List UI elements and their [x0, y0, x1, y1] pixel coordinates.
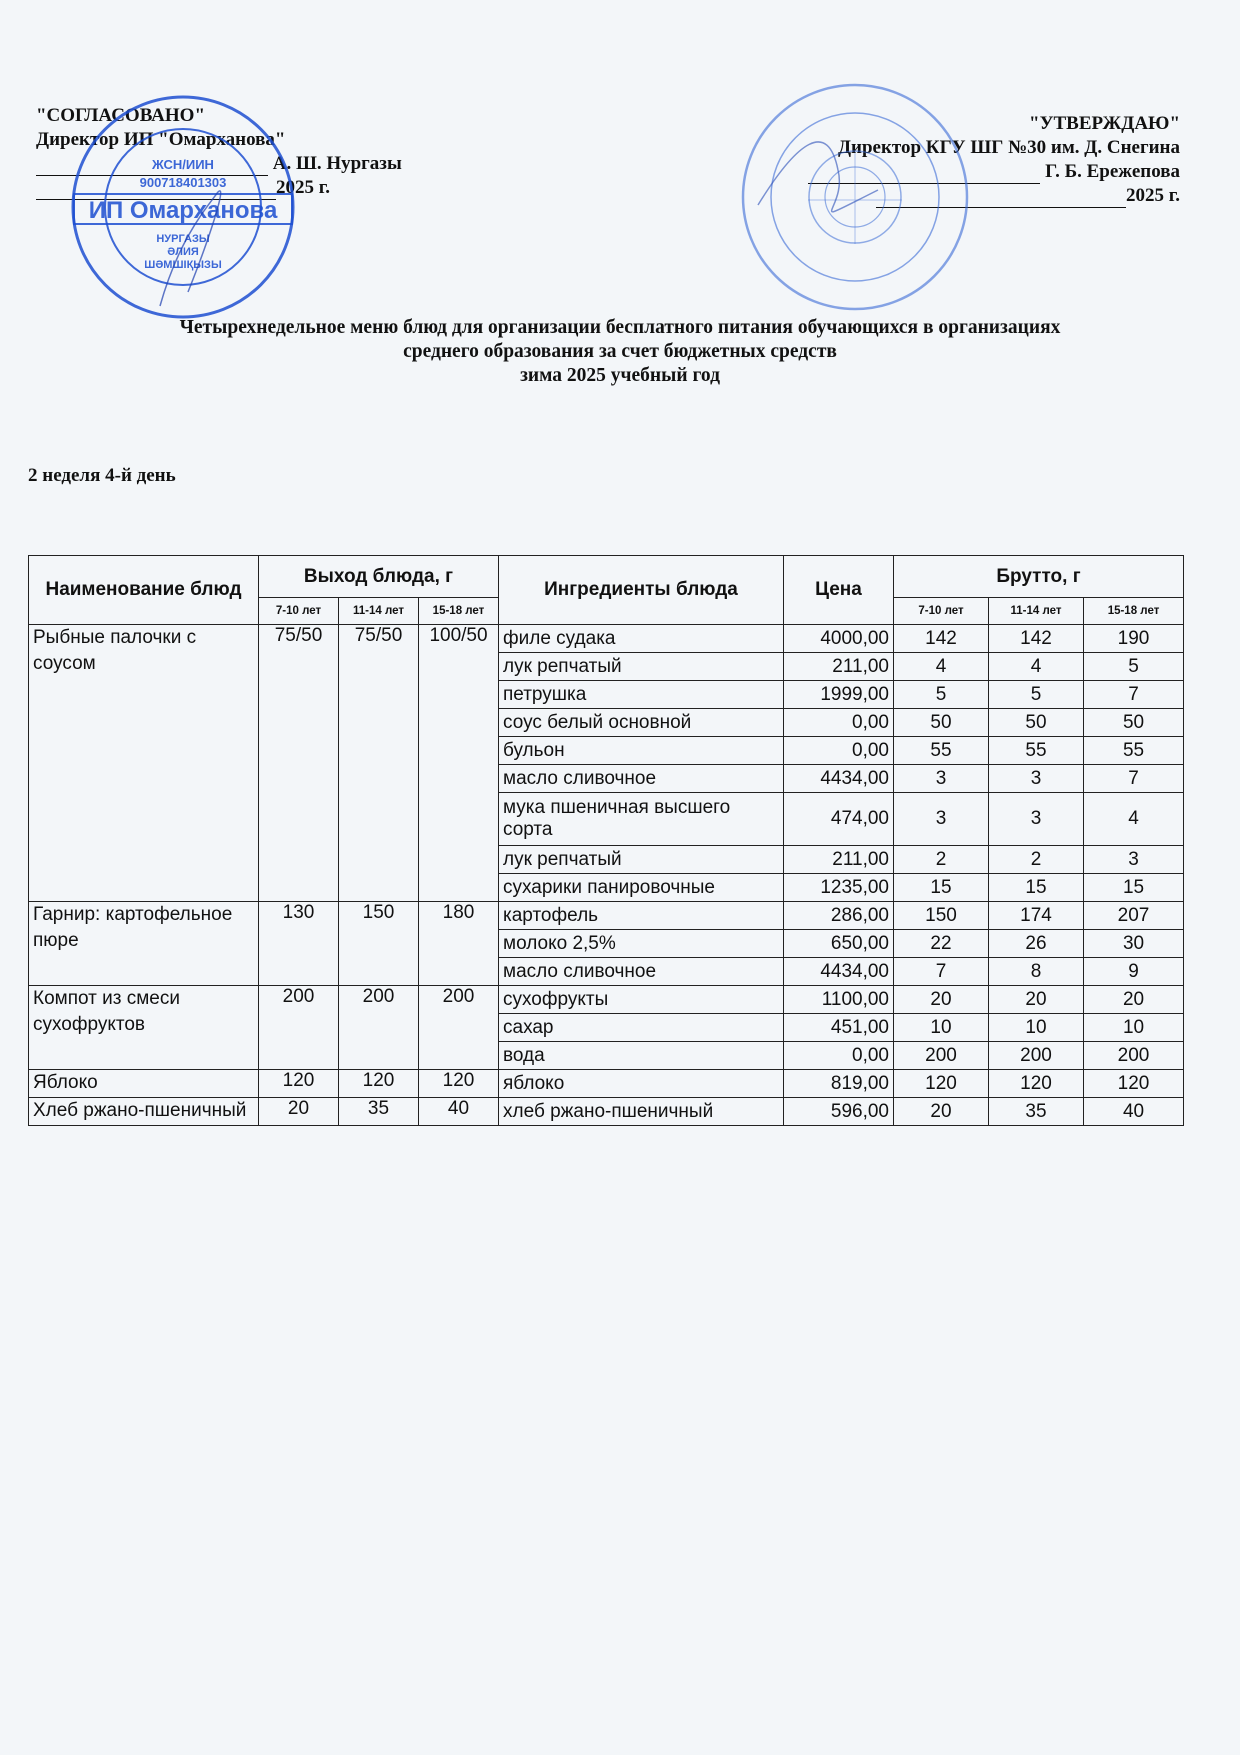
ingredient-gross-3: 7 — [1084, 765, 1184, 793]
ingredient-gross-1: 4 — [894, 653, 989, 681]
table-row — [29, 986, 1184, 1014]
dish-name: Гарнир: картофельное пюре — [29, 902, 259, 986]
ingredient-gross-3: 50 — [1084, 709, 1184, 737]
ingredient-gross-3: 10 — [1084, 1014, 1184, 1042]
ingredient-name: мука пшеничная высшего сорта — [499, 793, 784, 846]
dish-output-2: 35 — [339, 1098, 419, 1126]
ingredient-gross-2: 20 — [989, 986, 1084, 1014]
ingredient-gross-2: 174 — [989, 902, 1084, 930]
approval-left-date: 2025 г. — [276, 177, 330, 198]
ingredient-name: молоко 2,5% — [499, 930, 784, 958]
ingredient-name: масло сливочное — [499, 765, 784, 793]
dish-output-1: 20 — [259, 1098, 339, 1126]
header-ingredients: Ингредиенты блюда — [499, 556, 784, 625]
ingredient-name: сахар — [499, 1014, 784, 1042]
dish-output-3: 120 — [419, 1070, 499, 1098]
ingredient-gross-3: 120 — [1084, 1070, 1184, 1098]
ingredient-gross-1: 5 — [894, 681, 989, 709]
ingredient-gross-3: 55 — [1084, 737, 1184, 765]
ingredient-price: 819,00 — [784, 1070, 894, 1098]
ingredient-name: сухофрукты — [499, 986, 784, 1014]
ingredient-gross-1: 120 — [894, 1070, 989, 1098]
dish-name: Хлеб ржано-пшеничный — [29, 1098, 259, 1126]
dish-output-2: 120 — [339, 1070, 419, 1098]
ingredient-gross-1: 200 — [894, 1042, 989, 1070]
ingredient-gross-2: 120 — [989, 1070, 1084, 1098]
seal-left-line-3: ИП Омарханова — [88, 197, 278, 224]
ingredient-gross-1: 2 — [894, 846, 989, 874]
ingredient-gross-3: 4 — [1084, 793, 1184, 846]
ingredient-price: 211,00 — [784, 846, 894, 874]
ingredient-gross-1: 7 — [894, 958, 989, 986]
approval-right-heading: "УТВЕРЖДАЮ" — [1029, 113, 1180, 134]
ingredient-gross-2: 5 — [989, 681, 1084, 709]
approval-right-date: 2025 г. — [1126, 185, 1180, 206]
ingredient-name: лук репчатый — [499, 653, 784, 681]
seal-left-line-2: 900718401303 — [139, 175, 227, 190]
ingredient-price: 1999,00 — [784, 681, 894, 709]
ingredient-name: масло сливочное — [499, 958, 784, 986]
seal-right-graphic — [738, 80, 973, 315]
ingredient-gross-2: 10 — [989, 1014, 1084, 1042]
dish-output-2: 150 — [339, 902, 419, 986]
dish-name: Рыбные палочки с соусом — [29, 625, 259, 902]
approval-left-name: А. Ш. Нургазы — [272, 153, 402, 174]
ingredient-gross-3: 9 — [1084, 958, 1184, 986]
ingredient-gross-2: 50 — [989, 709, 1084, 737]
seal-right — [738, 80, 973, 315]
header-output-age-2: 11-14 лет — [339, 598, 419, 625]
ingredient-gross-1: 3 — [894, 793, 989, 846]
dish-output-1: 120 — [259, 1070, 339, 1098]
week-label: 2 неделя 4-й день — [28, 465, 176, 486]
ingredient-gross-2: 4 — [989, 653, 1084, 681]
ingredient-price: 4000,00 — [784, 625, 894, 653]
ingredient-name: бульон — [499, 737, 784, 765]
table-row — [29, 902, 1184, 930]
ingredient-gross-1: 150 — [894, 902, 989, 930]
ingredient-gross-1: 55 — [894, 737, 989, 765]
header-output-age-3: 15-18 лет — [419, 598, 499, 625]
ingredient-price: 1235,00 — [784, 874, 894, 902]
ingredient-gross-2: 3 — [989, 793, 1084, 846]
dish-output-3: 100/50 — [419, 625, 499, 902]
dish-output-1: 200 — [259, 986, 339, 1070]
ingredient-gross-3: 200 — [1084, 1042, 1184, 1070]
approval-left-position: Директор ИП "Омарханова" — [36, 129, 286, 150]
header-price: Цена — [784, 556, 894, 625]
table-row — [29, 1098, 1184, 1126]
ingredient-price: 211,00 — [784, 653, 894, 681]
ingredient-gross-3: 190 — [1084, 625, 1184, 653]
ingredient-gross-3: 3 — [1084, 846, 1184, 874]
ingredient-gross-2: 2 — [989, 846, 1084, 874]
ingredient-price: 474,00 — [784, 793, 894, 846]
seal-left-graphic — [68, 92, 298, 322]
ingredient-gross-2: 55 — [989, 737, 1084, 765]
ingredient-gross-2: 26 — [989, 930, 1084, 958]
header-dish: Наименование блюд — [29, 556, 259, 625]
menu-table — [28, 555, 1184, 1126]
ingredient-name: лук репчатый — [499, 846, 784, 874]
ingredient-gross-3: 207 — [1084, 902, 1184, 930]
dish-name: Яблоко — [29, 1070, 259, 1098]
ingredient-gross-1: 142 — [894, 625, 989, 653]
ingredient-price: 4434,00 — [784, 765, 894, 793]
ingredient-name: петрушка — [499, 681, 784, 709]
ingredient-gross-3: 30 — [1084, 930, 1184, 958]
ingredient-name: филе судака — [499, 625, 784, 653]
dish-output-1: 75/50 — [259, 625, 339, 902]
ingredient-name: яблоко — [499, 1070, 784, 1098]
dish-output-3: 40 — [419, 1098, 499, 1126]
ingredient-gross-1: 15 — [894, 874, 989, 902]
dish-output-2: 75/50 — [339, 625, 419, 902]
table-row — [29, 625, 1184, 653]
dish-output-3: 200 — [419, 986, 499, 1070]
seal-left — [68, 92, 298, 322]
ingredient-gross-2: 142 — [989, 625, 1084, 653]
ingredient-price: 286,00 — [784, 902, 894, 930]
ingredient-name: сухарики панировочные — [499, 874, 784, 902]
table-row — [29, 1070, 1184, 1098]
header-output: Выход блюда, г — [259, 556, 499, 598]
dish-output-3: 180 — [419, 902, 499, 986]
ingredient-gross-2: 15 — [989, 874, 1084, 902]
ingredient-gross-1: 22 — [894, 930, 989, 958]
title-line-1: Четырехнедельное меню блюд для организации бесплатного питания обучающихся в организациях — [179, 317, 1061, 338]
title-line-3: зима 2025 учебный год — [520, 365, 720, 386]
ingredient-gross-1: 50 — [894, 709, 989, 737]
ingredient-name: соус белый основной — [499, 709, 784, 737]
header-gross-age-2: 11-14 лет — [989, 598, 1084, 625]
ingredient-name: вода — [499, 1042, 784, 1070]
ingredient-name: хлеб ржано-пшеничный — [499, 1098, 784, 1126]
seal-left-line-6: ШӘМШІҚЫЗЫ — [144, 259, 222, 271]
ingredient-gross-3: 7 — [1084, 681, 1184, 709]
ingredient-name: картофель — [499, 902, 784, 930]
title-line-2: среднего образования за счет бюджетных средств — [403, 341, 837, 362]
ingredient-gross-1: 20 — [894, 1098, 989, 1126]
ingredient-gross-2: 8 — [989, 958, 1084, 986]
dish-output-2: 200 — [339, 986, 419, 1070]
header-gross-age-3: 15-18 лет — [1084, 598, 1184, 625]
ingredient-gross-3: 5 — [1084, 653, 1184, 681]
ingredient-price: 451,00 — [784, 1014, 894, 1042]
ingredient-gross-3: 20 — [1084, 986, 1184, 1014]
ingredient-gross-2: 200 — [989, 1042, 1084, 1070]
header-output-age-1: 7-10 лет — [259, 598, 339, 625]
approval-left-heading: "СОГЛАСОВАНО" — [36, 105, 206, 126]
menu-table-body — [29, 625, 1184, 1126]
ingredient-gross-3: 15 — [1084, 874, 1184, 902]
seal-left-line-5: ӘЛИЯ — [167, 246, 199, 258]
ingredient-price: 1100,00 — [784, 986, 894, 1014]
ingredient-gross-1: 20 — [894, 986, 989, 1014]
dish-name: Компот из смеси сухофруктов — [29, 986, 259, 1070]
ingredient-gross-2: 3 — [989, 765, 1084, 793]
ingredient-gross-2: 35 — [989, 1098, 1084, 1126]
header-gross: Брутто, г — [894, 556, 1184, 598]
ingredient-price: 0,00 — [784, 737, 894, 765]
document-title — [0, 316, 1240, 388]
ingredient-price: 4434,00 — [784, 958, 894, 986]
header-gross-age-1: 7-10 лет — [894, 598, 989, 625]
ingredient-gross-1: 10 — [894, 1014, 989, 1042]
dish-output-1: 130 — [259, 902, 339, 986]
approval-right-position: Директор КГУ ШГ №30 им. Д. Снегина — [837, 137, 1180, 158]
ingredient-price: 596,00 — [784, 1098, 894, 1126]
seal-left-line-1: ЖСН/ИИН — [152, 157, 214, 172]
ingredient-price: 0,00 — [784, 709, 894, 737]
ingredient-gross-1: 3 — [894, 765, 989, 793]
seal-left-line-4: НУРГАЗЫ — [156, 233, 210, 245]
ingredient-gross-3: 40 — [1084, 1098, 1184, 1126]
ingredient-price: 0,00 — [784, 1042, 894, 1070]
approval-right-name: Г. Б. Ережепова — [1045, 161, 1180, 182]
ingredient-price: 650,00 — [784, 930, 894, 958]
